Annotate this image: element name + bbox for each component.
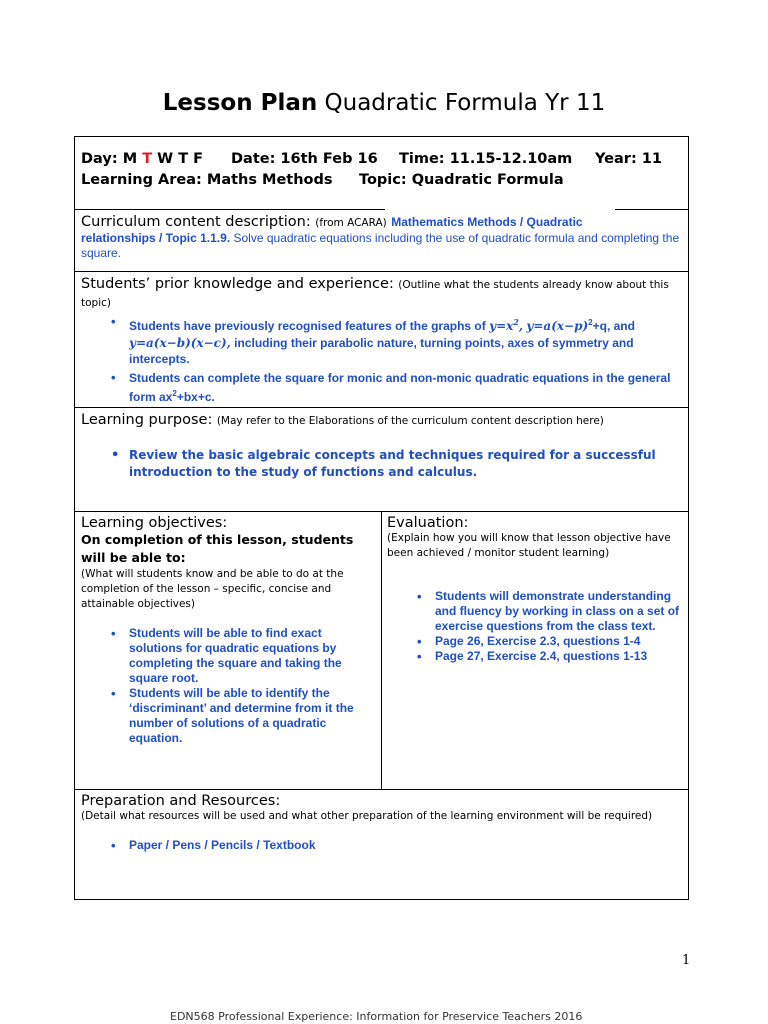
curriculum-section [81, 213, 681, 261]
curriculum-link-2: relationships / Topic 1.1.9. [81, 231, 231, 245]
and-text: and [613, 319, 635, 333]
evaluation-bullet-2: • Page 26, Exercise 2.3, questions 1-4 [387, 634, 683, 649]
day-label: Day: [81, 151, 118, 167]
footer-text: EDN568 Professional Experience: Information for Preservice Teachers 2016 [170, 1010, 583, 1023]
curriculum-link-1: Mathematics Methods / Quadratic [391, 215, 583, 229]
lesson-plan-table [74, 136, 689, 900]
title-bold: Lesson Plan [162, 90, 318, 116]
objectives-heading: Learning objectives: [81, 515, 228, 531]
day-m: M [122, 151, 138, 167]
date-field: Date: 16th Feb 16 [231, 151, 378, 167]
prior-knowledge-section [81, 275, 685, 406]
title-rest: Quadratic Formula Yr 11 [324, 90, 606, 116]
resources-note: (Detail what resources will be used and what other preparation of the learning environment will be required) [81, 810, 653, 822]
time-field: Time: 11.15-12.10am [399, 151, 573, 167]
objective-bullet-2: • Students will be able to identify the ‘discriminant’ and determine from it the number of solutions of a quadratic equation. [81, 686, 371, 746]
curriculum-heading: Curriculum content description: [81, 214, 311, 230]
resources-section [81, 793, 685, 853]
purpose-bullet: • Review the basic algebraic concepts and techniques required for a successful introduction to the study of functions and calculus. [81, 447, 685, 481]
prior-bullet-1: • Students have previously recognised features of the graphs of $y=x^2$, $y=a(x-p)^2+q$, and y=a(x−b)(x−c), including their parabolic nature, turning points, axes of symmetry and intercepts. [81, 314, 685, 368]
purpose-note: (May refer to the Elaborations of the curriculum content description here) [216, 415, 604, 427]
learning-purpose-section [81, 411, 685, 481]
evaluation-note: (Explain how you will know that lesson objective have been achieved / monitor student learning) [387, 532, 671, 559]
evaluation-heading: Evaluation: [387, 515, 469, 531]
year-field: Year: 11 [595, 151, 662, 167]
prior-note: (Outline what the students already know about this topic) [81, 279, 669, 309]
prior-b1-post: including their parabolic nature, turning points, axes of symmetry and intercepts. [129, 335, 634, 366]
divider [75, 511, 689, 512]
prior-b1-text: Students have previously recognised features of the graphs of [129, 319, 486, 333]
column-divider [381, 511, 382, 789]
formula-vertex: y=a(x−p) [526, 319, 589, 333]
learning-area-field: Learning Area: Maths Methods [81, 172, 333, 188]
divider [75, 407, 689, 408]
objectives-sub: On completion of this lesson, students will be able to: [81, 532, 354, 565]
curriculum-note: (from ACARA) [315, 217, 387, 229]
day-t-selected: T [142, 151, 153, 167]
prior-b2-post: +bx+c. [176, 390, 215, 404]
topic-field: Topic: Quadratic Formula [359, 172, 564, 188]
evaluation-section [387, 515, 683, 664]
day-field [81, 149, 203, 170]
formula-y-x: y=x [489, 319, 514, 333]
page-number: 1 [682, 953, 691, 968]
header-section [81, 149, 681, 191]
evaluation-bullet-3: • Page 27, Exercise 2.4, questions 1-13 [387, 649, 683, 664]
prior-bullet-2: • Students can complete the square for monic and non-monic quadratic equations in the general form $ax^2+bx+c$. [81, 370, 685, 406]
day-rest: W T F [157, 151, 204, 167]
curriculum-text: Solve quadratic equations including the use of quadratic formula and completing the square. [81, 231, 680, 260]
resources-bullet: • Paper / Pens / Pencils / Textbook [81, 838, 685, 853]
objectives-note: (What will students know and be able to do at the completion of the lesson – specific, concise and attainable objectives) [81, 568, 344, 610]
prior-b2-text: Students can complete the square for monic and non-monic quadratic equations in the general form ax [129, 370, 671, 404]
objective-bullet-1: • Students will be able to find exact solutions for quadratic equations by completing the square and taking the square root. [81, 626, 371, 686]
evaluation-bullet-1: • Students will demonstrate understanding and fluency by working in class on a set of exercise questions from the class text. [387, 589, 683, 634]
formula-factored: y=a(x−b)(x−c), [129, 335, 231, 350]
divider [75, 271, 689, 272]
page-title [0, 90, 768, 116]
learning-objectives-section [81, 515, 371, 746]
prior-heading: Students’ prior knowledge and experience: [81, 276, 394, 292]
divider [75, 209, 385, 210]
resources-heading: Preparation and Resources: [81, 793, 281, 809]
purpose-heading: Learning purpose: [81, 412, 213, 428]
divider [75, 789, 689, 790]
formula-plus-q: +q, [592, 319, 611, 333]
divider [615, 209, 689, 210]
